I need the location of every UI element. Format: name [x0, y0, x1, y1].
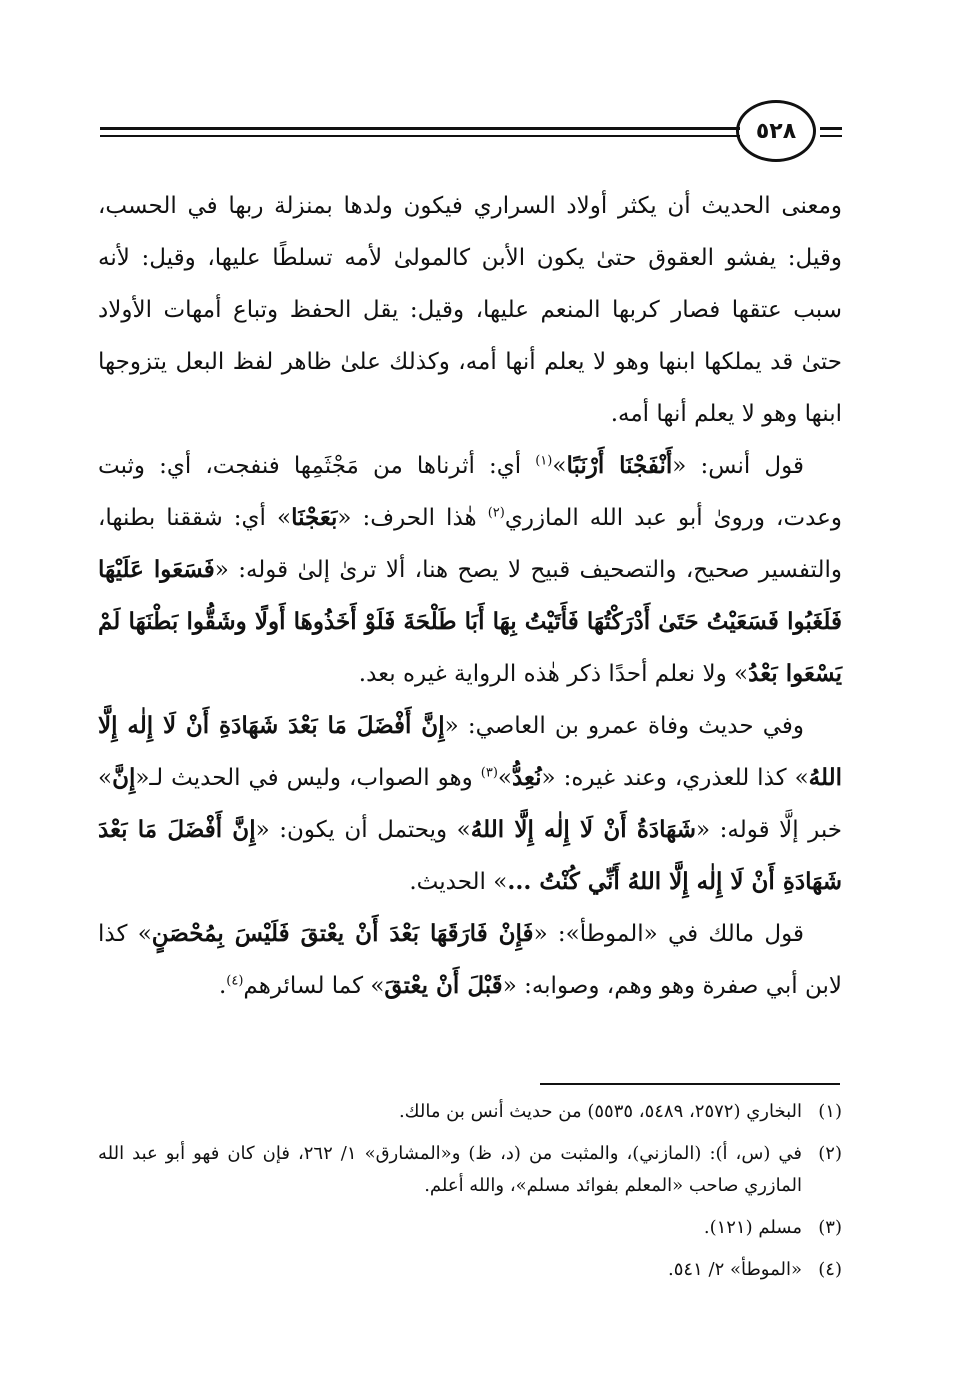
- hadith-quote: إِنَّ أَفْضَلَ مَا بَعْدَ شَهَادَةِ أَنْ لَا إِلٰه إِلَّا اللهُ: [98, 712, 842, 791]
- footnote-separator: [540, 1083, 840, 1085]
- page-number-badge: [736, 100, 816, 162]
- footnote-ref: (٢): [487, 505, 505, 521]
- text-run: » ولا نعلم أحدًا ذكر هٰذه الرواية غيره بعد.: [358, 661, 749, 687]
- header-rule-thick: [100, 127, 740, 130]
- footnote: [98, 1138, 842, 1202]
- hadith-quote: أَنْفَجْنَا أَرْنَبًا: [566, 452, 673, 479]
- main-text: [98, 180, 842, 1012]
- hadith-quote: قَبْلَ أَنْ يعْتقَ: [384, 972, 503, 999]
- footnote-ref: (٤): [226, 973, 244, 989]
- footnote-text: البخاري (٢٥٧٢، ٥٤٨٩، ٥٥٣٥) من حديث أنس بن مالك.: [398, 1101, 802, 1122]
- header-rule-thin: [100, 135, 740, 137]
- text-run: قول أنس: «: [672, 453, 804, 479]
- paragraph: [98, 180, 842, 440]
- footnote-text: في (س، أ): (المازني)، والمثبت من (د، ظ) و«المشارق» ١/ ٢٦٢، فإن كان فهو أبو عبد الله المازري صاحب «المعلم بفوائد مسلم»، والله أعلم.: [98, 1143, 802, 1196]
- hadith-quote: شَهَادَةُ أَنْ لَا إِلٰه إِلَّا اللهُ: [470, 816, 697, 843]
- hadith-quote: إِنَّ: [112, 764, 136, 791]
- hadith-quote: فَإِنْ فَارَقَهَا بَعْدَ أَنْ يعْتقَ فَلَيْسَ بِمُحْصَنٍ: [151, 920, 534, 947]
- text-run: » أي: شققنا بطنها، والتفسير صحيح، والتصحيف قبيح لا يصح هنا، ألا ترىٰ إلىٰ قوله: «: [98, 505, 842, 583]
- text-run: »: [552, 453, 567, 479]
- text-run: »: [497, 765, 512, 791]
- text-run: هٰذا الحرف: «: [337, 505, 488, 531]
- text-run: » كذا للعذري، وعند غيره: «: [541, 765, 809, 791]
- paragraph: [98, 908, 842, 1012]
- footnote-text: «الموطأ» ٢/ ٥٤١.: [668, 1259, 802, 1280]
- text-run: قول مالك في «الموطأ»: «: [533, 921, 804, 947]
- text-run: » الحديث.: [409, 869, 508, 895]
- text-run: » خبر إلَّا قوله: «: [98, 765, 843, 843]
- footnote: [98, 1212, 842, 1244]
- text-run: وفي حديث وفاة عمرو بن العاصي: «: [444, 713, 805, 739]
- text-run: .: [218, 973, 227, 999]
- text-run: ومعنى الحديث أن يكثر أولاد السراري فيكون ولدها بمنزلة ربها في الحسب، وقيل: يفشو العقوق حتىٰ يكون الأبن كالمولىٰ لأمه تسلطًا عليها، وقيل: لأنه سبب عتقها فصار كربها المنعم عليها، وقيل: يقل الحفظ وتباع أمهات الأولاد حتىٰ قد يملكها ابنها وهو لا يعلم أنها أمه، وكذلك علىٰ ظاهر لفظ البعل يتزوجها ابنها وهو لا يعلم أنها أمه.: [98, 193, 842, 427]
- footnote: [98, 1096, 842, 1128]
- page-number: ٥٢٨: [755, 118, 797, 144]
- text-run: » كذا لابن أبي صفرة وهو وهم، وصوابه: «: [98, 921, 842, 999]
- footnote-number: (٣): [818, 1217, 842, 1238]
- footnote-text: مسلم (١٢١).: [703, 1217, 802, 1238]
- text-run: » ويحتمل أن يكون: «: [255, 817, 471, 843]
- footnote-number: (١): [818, 1101, 842, 1122]
- footnote-number: (٤): [818, 1259, 842, 1280]
- footnote-ref: (٣): [480, 765, 498, 781]
- hadith-quote: بَعَجْنَا: [291, 504, 338, 531]
- hadith-quote: إِنَّ أَفْضَلَ مَا بَعْدَ شَهَادَةِ أَنْ لَا إِلٰه إِلَّا اللهُ أَنِّي كُنْتُ ...: [98, 816, 842, 895]
- footnote-ref: (١): [535, 453, 553, 469]
- footnote-number: (٢): [818, 1143, 842, 1164]
- hadith-quote: نُعِدُّ: [511, 764, 542, 791]
- text-run: » كما لسائرهم: [243, 973, 385, 999]
- footnotes: [98, 1096, 842, 1286]
- footnote: [98, 1254, 842, 1286]
- text-run: وهو الصواب، وليس في الحديث لـ«: [135, 765, 481, 791]
- header-rule-right-thin: [820, 135, 842, 137]
- hadith-quote: فَسَعَوا عَلَيْهَا فَلَغَبُوا فَسَعَيْتُ حَتَىٰ أَدْرَكْتُهَا فَأَتَيْتُ بِهَا أَبَا طَلْحَةَ فَلَوْ أَخَذُوهَا أَولًا وشَقُّوا بَطْنَهَا لَمْ يَسْعَوا بَعْدُ: [98, 556, 842, 687]
- paragraph: [98, 700, 842, 908]
- paragraph: [98, 440, 842, 700]
- header-rule-right-thick: [820, 127, 842, 130]
- text-run: أي: أثرناها من مَجْثَمِها فنفجت، أي: وثبت وعدت، ورویٰ أبو عبد الله المازري: [98, 453, 843, 531]
